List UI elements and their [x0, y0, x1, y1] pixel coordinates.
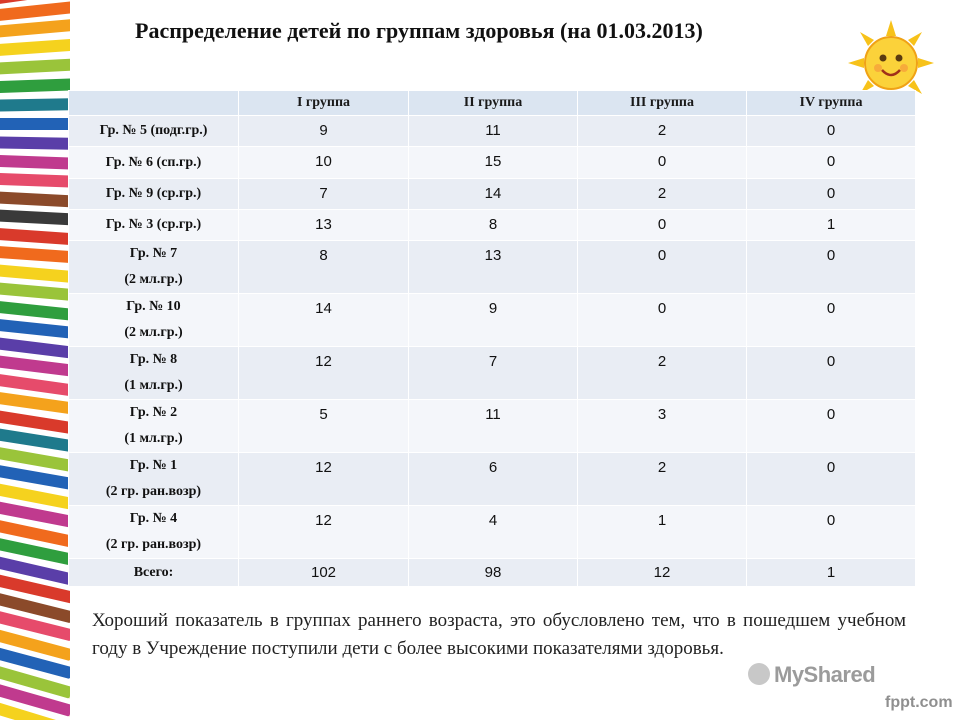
table-cell: 0 [747, 294, 916, 347]
table-cell: 14 [409, 179, 578, 210]
table-cell: 0 [747, 179, 916, 210]
row-label: Гр. № 10 (2 мл.гр.) [69, 294, 239, 347]
header-group-4: IV группа [747, 91, 916, 116]
conclusion-text: Хороший показатель в группах раннего возраста, это обусловлено тем, что в пошедшем учебном году в Учреждение поступили дети с более высокими показателями здоровья. [92, 610, 906, 659]
table-cell: 12 [239, 347, 409, 400]
table-cell: 13 [239, 210, 409, 241]
row-label: Гр. № 3 (ср.гр.) [69, 210, 239, 241]
myshared-logo-icon [748, 663, 770, 685]
row-label: Гр. № 1 (2 гр. ран.возр) [69, 453, 239, 506]
table-cell: 7 [409, 347, 578, 400]
header-cell [69, 91, 239, 116]
table-row [69, 210, 916, 241]
row-label: Гр. № 9 (ср.гр.) [69, 179, 239, 210]
header-group-2: II группа [409, 91, 578, 116]
table-cell: 0 [747, 241, 916, 294]
table-cell: 0 [747, 147, 916, 179]
total-cell: 102 [239, 559, 409, 587]
table-cell: 0 [747, 116, 916, 147]
table-cell: 2 [578, 347, 747, 400]
fppt-watermark: fppt.com [885, 694, 953, 711]
table-row [69, 147, 916, 179]
table-cell: 4 [409, 506, 578, 559]
table-cell: 0 [578, 210, 747, 241]
total-cell: 1 [747, 559, 916, 587]
row-label: Гр. № 6 (сп.гр.) [69, 147, 239, 179]
table-cell: 2 [578, 116, 747, 147]
table-cell: 11 [409, 400, 578, 453]
row-label: Гр. № 5 (подг.гр.) [69, 116, 239, 147]
table-cell: 0 [747, 506, 916, 559]
table-row [69, 116, 916, 147]
table-cell: 8 [239, 241, 409, 294]
table-cell: 7 [239, 179, 409, 210]
myshared-watermark: MyShared [748, 662, 875, 688]
table-cell: 8 [409, 210, 578, 241]
table-total-row [69, 559, 916, 587]
table-cell: 1 [578, 506, 747, 559]
table-cell: 2 [578, 179, 747, 210]
row-label: Гр. № 7 (2 мл.гр.) [69, 241, 239, 294]
health-groups-table [68, 90, 916, 587]
total-cell: 12 [578, 559, 747, 587]
table-cell: 10 [239, 147, 409, 179]
table-cell: 9 [239, 116, 409, 147]
table-cell: 0 [578, 241, 747, 294]
table-row [69, 400, 916, 453]
total-cell: 98 [409, 559, 578, 587]
table-cell: 12 [239, 453, 409, 506]
table-cell: 12 [239, 506, 409, 559]
table-cell: 3 [578, 400, 747, 453]
table-cell: 0 [578, 147, 747, 179]
header-group-3: III группа [578, 91, 747, 116]
table-row [69, 179, 916, 210]
table-cell: 11 [409, 116, 578, 147]
row-label: Гр. № 4 (2 гр. ран.возр) [69, 506, 239, 559]
pencils-decoration [0, 0, 70, 720]
table-cell: 6 [409, 453, 578, 506]
row-label: Гр. № 8 (1 мл.гр.) [69, 347, 239, 400]
table-row [69, 506, 916, 559]
table-cell: 1 [747, 210, 916, 241]
row-label: Гр. № 2 (1 мл.гр.) [69, 400, 239, 453]
table-cell: 0 [747, 400, 916, 453]
table-cell: 0 [747, 347, 916, 400]
total-label: Всего: [69, 559, 239, 587]
header-group-1: I группа [239, 91, 409, 116]
table-cell: 5 [239, 400, 409, 453]
table-cell: 15 [409, 147, 578, 179]
table-cell: 2 [578, 453, 747, 506]
table-cell: 13 [409, 241, 578, 294]
slide-title: Распределение детей по группам здоровья (на 01.03.2013) [135, 18, 703, 43]
table-row [69, 241, 916, 294]
table-cell: 0 [747, 453, 916, 506]
table-cell: 0 [578, 294, 747, 347]
table-header-row [69, 91, 916, 116]
table-cell: 9 [409, 294, 578, 347]
table-row [69, 347, 916, 400]
table-cell: 14 [239, 294, 409, 347]
table-row [69, 453, 916, 506]
table-row [69, 294, 916, 347]
